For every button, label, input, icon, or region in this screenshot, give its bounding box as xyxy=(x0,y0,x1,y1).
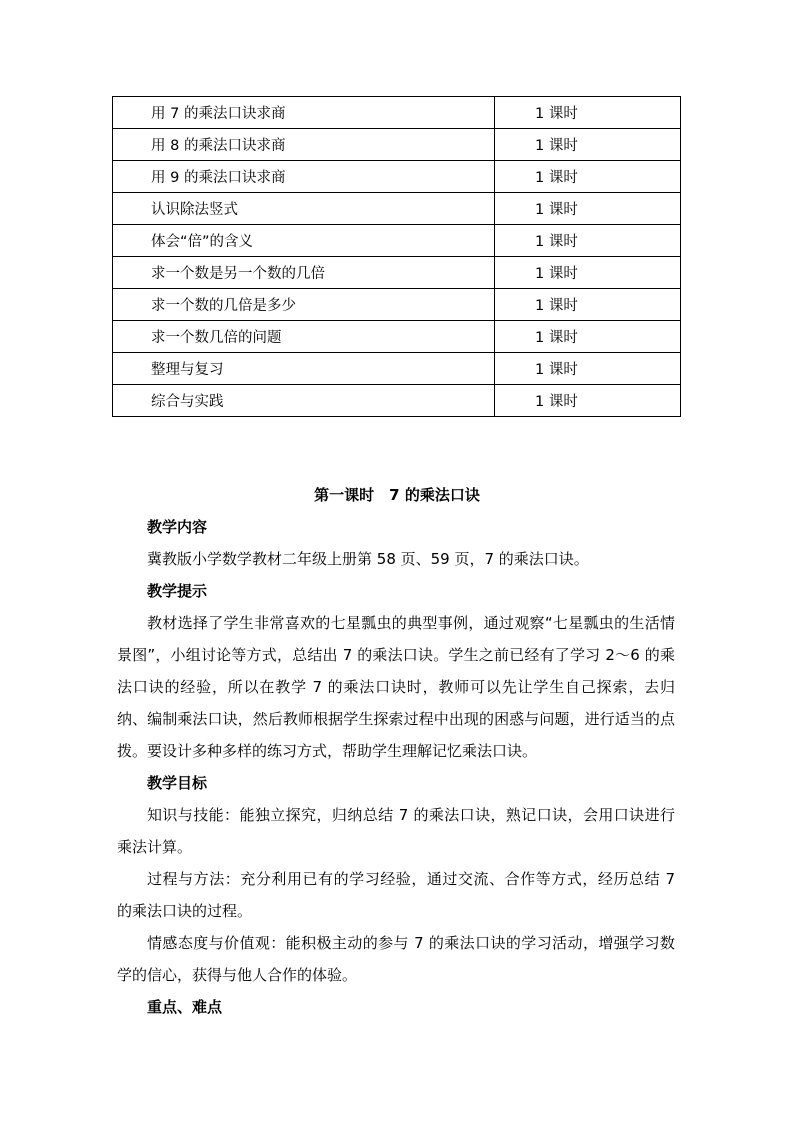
lesson-schedule-table xyxy=(112,96,681,417)
topic-cell: 用 8 的乘法口诀求商 xyxy=(113,129,495,161)
goal-process-paragraph: 过程与方法：充分利用已有的学习经验，通过交流、合作等方式，经历总结 7 的乘法口诀的过程。 xyxy=(117,870,675,920)
hours-cell: 1 课时 xyxy=(495,193,681,225)
table-row xyxy=(113,225,681,257)
hours-cell: 1 课时 xyxy=(495,129,681,161)
section-heading-hint: 教学提示 xyxy=(147,582,208,600)
section-heading-content: 教学内容 xyxy=(147,518,208,536)
hours-cell: 1 课时 xyxy=(495,225,681,257)
hours-cell: 1 课时 xyxy=(495,161,681,193)
hours-cell: 1 课时 xyxy=(495,353,681,385)
topic-cell: 体会“倍”的含义 xyxy=(113,225,495,257)
goal-knowledge-paragraph: 知识与技能：能独立探究，归纳总结 7 的乘法口诀，熟记口诀，会用口诀进行乘法计算。 xyxy=(117,806,675,856)
content-paragraph: 冀教版小学数学教材二年级上册第 58 页、59 页，7 的乘法口诀。 xyxy=(147,550,589,568)
topic-cell: 求一个数是另一个数的几倍 xyxy=(113,257,495,289)
table-row xyxy=(113,353,681,385)
lesson-content xyxy=(117,511,675,1023)
topic-cell: 求一个数的几倍是多少 xyxy=(113,289,495,321)
table-row xyxy=(113,385,681,417)
hours-cell: 1 课时 xyxy=(495,289,681,321)
topic-cell: 用 7 的乘法口诀求商 xyxy=(113,97,495,129)
lesson-title: 第一课时 7 的乘法口诀 xyxy=(314,486,480,504)
topic-cell: 认识除法竖式 xyxy=(113,193,495,225)
topic-cell: 用 9 的乘法口诀求商 xyxy=(113,161,495,193)
table-row xyxy=(113,321,681,353)
section-heading-goals: 教学目标 xyxy=(147,774,208,792)
table-row xyxy=(113,257,681,289)
table-row xyxy=(113,289,681,321)
goal-attitude-paragraph: 情感态度与价值观：能积极主动的参与 7 的乘法口诀的学习活动，增强学习数学的信心，获得与他人合作的体验。 xyxy=(117,934,675,984)
hours-cell: 1 课时 xyxy=(495,321,681,353)
schedule-table-body xyxy=(113,97,681,417)
hours-cell: 1 课时 xyxy=(495,97,681,129)
hint-paragraph: 教材选择了学生非常喜欢的七星瓢虫的典型事例，通过观察“七星瓢虫的生活情景图”，小组讨论等方式，总结出 7 的乘法口诀。学生之前已经有了学习 2～6 的乘法口诀的经验，所以在教学 7 的乘法口诀时，教师可以先让学生自己探索，去归纳、编制乘法口诀，然后教师根据学生探索过程中出现的困惑与问题，进行适当的点拨。要设计多种多样的练习方式，帮助学生理解记忆乘法口诀。 xyxy=(117,614,675,760)
table-row xyxy=(113,129,681,161)
table-row xyxy=(113,161,681,193)
topic-cell: 求一个数几倍的问题 xyxy=(113,321,495,353)
table-row xyxy=(113,193,681,225)
hours-cell: 1 课时 xyxy=(495,257,681,289)
topic-cell: 整理与复习 xyxy=(113,353,495,385)
hours-cell: 1 课时 xyxy=(495,385,681,417)
table-row xyxy=(113,97,681,129)
topic-cell: 综合与实践 xyxy=(113,385,495,417)
section-heading-focus: 重点、难点 xyxy=(147,998,223,1016)
